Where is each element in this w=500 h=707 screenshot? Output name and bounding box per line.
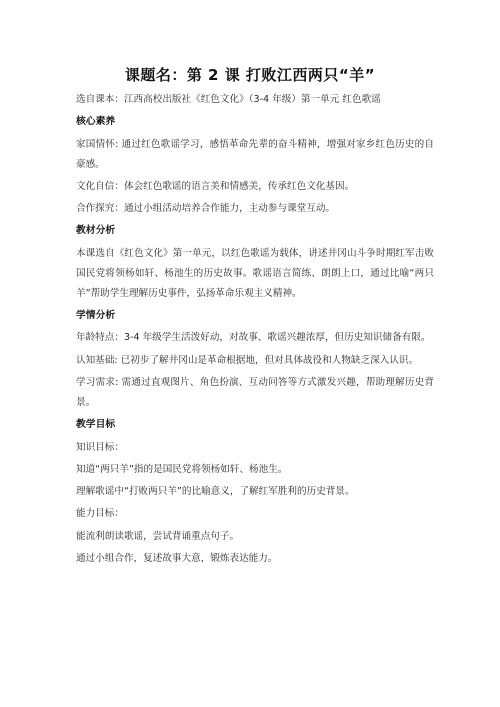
textbook-analysis-text: 本课选自《红色文化》第一单元，以红色歌谣为载体，讲述井冈山斗争时期红军击败国民党将领杨如轩、杨池生的历史故事。歌谣语言简练、朗朗上口，通过比喻“两只羊”帮助学生理解历史事件，弘扬革命乐观主义精神。 [76, 247, 434, 299]
ability-goals-label: 能力目标： [76, 508, 124, 520]
knowledge-goal-item: 知道“两只羊”指的是国民党将领杨如轩、杨池生。 [76, 463, 288, 475]
student-analysis-item: 认知基础: 已初步了解井冈山是革命根据地，但对具体战役和人物缺乏深入认识。 [76, 354, 419, 366]
knowledge-goals-label: 知识目标： [76, 441, 124, 453]
core-literacy-item: 家国情怀: 通过红色歌谣学习，感悟革命先辈的奋斗精神，增强对家乡红色历史的自豪感。 [76, 138, 434, 170]
heading-core-literacy: 核心素养 [76, 116, 116, 128]
source-line: 选自课本：江西高校出版社《红色文化》（3-4 年级）第一单元 红色歌谣 [76, 94, 381, 105]
heading-textbook-analysis: 教材分析 [76, 225, 116, 237]
knowledge-goal-item: 理解歌谣中“打败两只羊”的比喻意义，了解红军胜利的历史背景。 [76, 486, 355, 498]
student-analysis-item: 年龄特点：3-4 年级学生活泼好动，对故事、歌谣兴趣浓厚，但历史知识储备有限。 [76, 332, 431, 344]
ability-goal-item: 通过小组合作，复述故事大意，锻炼表达能力。 [76, 553, 278, 565]
student-analysis-item: 学习需求: 需通过直观图片、角色扮演、互动问答等方式激发兴趣，帮助理解历史背景。 [76, 376, 434, 408]
heading-student-analysis: 学情分析 [76, 310, 116, 322]
document-body [76, 90, 434, 571]
ability-goal-item: 能流利朗读歌谣，尝试背诵重点句子。 [76, 530, 240, 542]
lesson-title: 课题名：第 2 课 打败江西两只“羊” [124, 66, 376, 84]
core-literacy-item: 文化自信：体会红色歌谣的语言美和情感美，传承红色文化基因。 [76, 180, 355, 192]
heading-teaching-goals: 教学目标 [76, 419, 116, 431]
core-literacy-item: 合作探究：通过小组活动培养合作能力，主动参与课堂互动。 [76, 203, 336, 215]
